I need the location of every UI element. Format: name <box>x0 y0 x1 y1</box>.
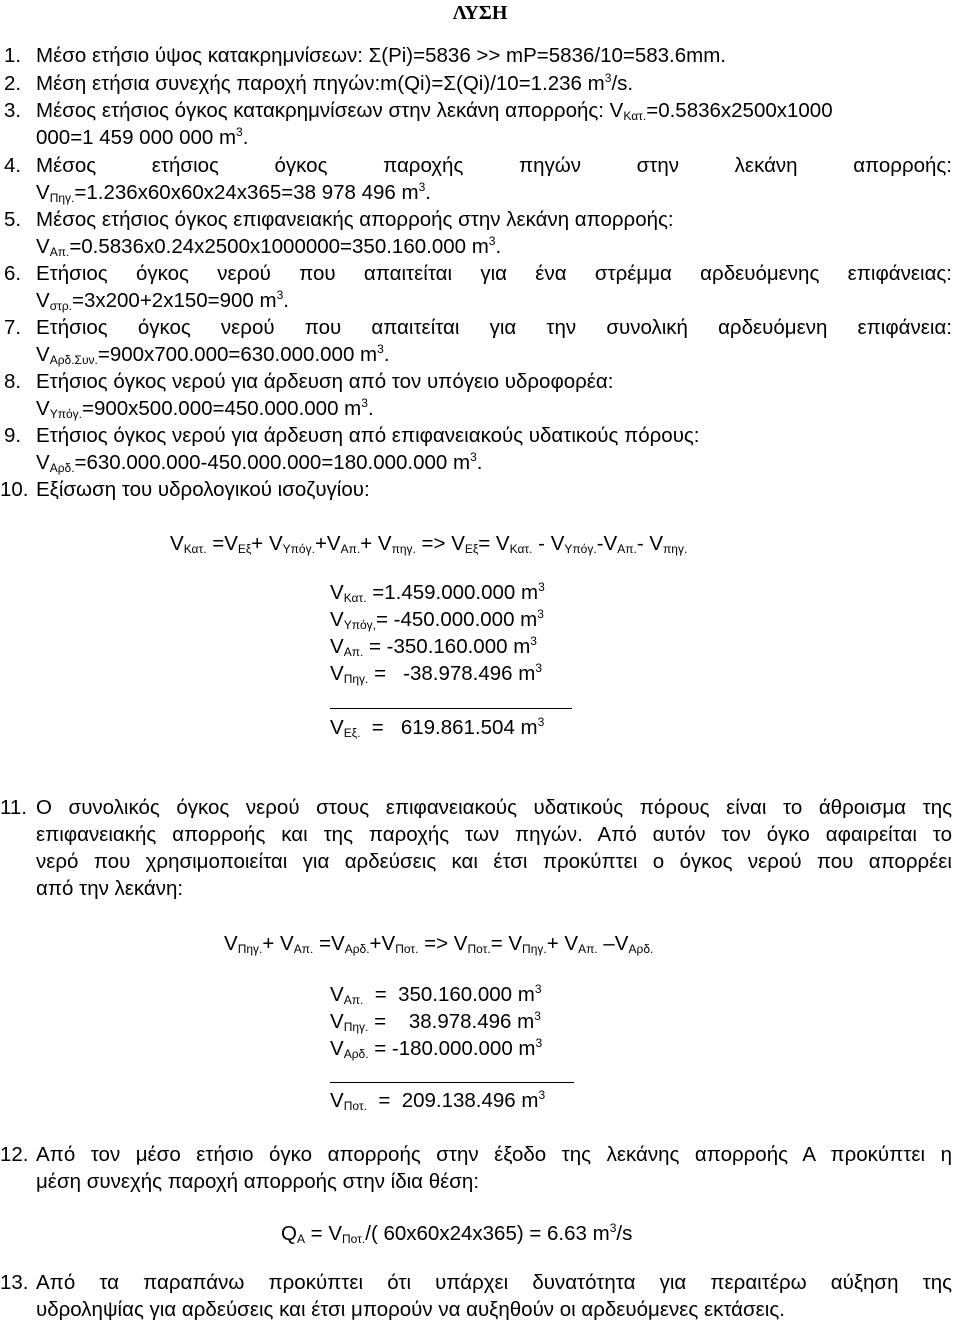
result-line: $V_{\Pi o\tau.} = 209.138.496$ $m^3$ <box>330 1088 546 1113</box>
item-number: 11. <box>0 796 27 819</box>
item-number: 1. <box>4 44 22 67</box>
item-text-line: υδροληψίας για αρδεύσεις και έτσι μπορούν να αυξηθούν οι αρδευόμενες εκτάσεις. <box>36 1298 785 1321</box>
value-line: $V_{\Upsilon\pi ό\gamma,}= -450.000.000$ $m^3$ <box>330 607 544 632</box>
sum-divider <box>330 708 572 709</box>
item-text-line: Ο συνολικός όγκος νερού στους επιφανειακούς υδατικούς πόρους είναι το άθροισμα της <box>36 796 952 819</box>
item-text-line: νερό που χρησιμοποιείται για αρδεύσεις και έτσι προκύπτει ο όγκος νερού που απορρέει <box>36 850 952 873</box>
item-text-line: Ετήσιος όγκος νερού για άρδευση από τον υπόγειο υδροφορέα: <box>36 370 614 393</box>
item-number: 4. <box>4 154 22 177</box>
item-text-line: 000=1 459 000 000 $m^3$. <box>36 125 249 149</box>
value-line: $V_{\Pi\eta\gamma.}$ = 38.978.496 $m^3$ <box>330 1009 541 1034</box>
item-text-line: $V_{A\rho\delta.}=630.000.000-450.000.000=180.000.000$ $m^3$. <box>36 450 483 475</box>
item-text-line: $V_{A\rho\delta.\Sigma\upsilon\nu.}=900x700.000=630.000.000$ $m^3$. <box>36 342 390 367</box>
item-text-line: Ετήσιος όγκος νερού που απαιτείται για ένα στρέμμα αρδευόμενης επιφάνειας: <box>36 262 952 285</box>
surface-equation: $V_{\Pi\eta\gamma.}+ V_{A\pi.} =V_{A\rho\delta.}+V_{\Pi o\tau.} => V_{\Pi o\tau.}= V_{\Pi\eta\gamma.}+ V_{A\pi.}$ $-V_{A\rho\delta.}$ <box>224 932 654 956</box>
item-text: Μέσο ετήσιο ύψος κατακρημνίσεων: Σ(Pi)=5836 >> mP=5836/10=583.6mm. <box>36 44 726 67</box>
result-line: $V_{E\xi.} = 619.861.504$ $m^3$ <box>330 715 545 740</box>
item-number: 12. <box>0 1143 29 1166</box>
value-line: $V_{A\pi.} = 350.160.000$ $m^3$ <box>330 982 542 1007</box>
item-text-line: Από τα παραπάνω προκύπτει ότι υπάρχει δυνατότητα για περαιτέρω αύξηση της <box>36 1271 952 1294</box>
sum-divider <box>330 1082 574 1083</box>
item-text-line: Μέσος ετήσιος όγκος επιφανειακής απορροής στην λεκάνη απορροής: <box>36 208 674 231</box>
value-line: $V_{K\alpha\tau.} =1.459.000.000$ $m^3$ <box>330 580 545 605</box>
item-text-line: $V_{\Upsilon\pi ό\gamma.}=900x500.000=450.000.000$ $m^3$. <box>36 396 374 421</box>
item-text-line: Μέσος ετήσιος όγκος κατακρημνίσεων στην λεκάνη απορροής: $V_{K\alpha\tau.}=0.5836x2500x1000$ <box>36 99 833 123</box>
page-title: ΛΥΣΗ <box>452 2 508 24</box>
item-text-line: επιφανειακής απορροής και της παροχής των πηγών. Από αυτόν τον όγκο αφαιρείται το <box>36 823 952 846</box>
balance-equation: $V_{K\alpha\tau.} =V_{E\xi}+ V_{\Upsilon\pi ό\gamma.}+V_{A\pi.}+ V_{\pi\eta\gamma.} => V_{E\xi}= V_{K\alpha\tau.} - V_{\Upsilon\pi ό\gamma.}-V_{A\pi.}-$ $V_{\pi\eta\gamma.}$ <box>170 532 688 556</box>
item-text-line: $V_{\Pi\eta\gamma.}=1.236x60x60x24x365=38$ 978 496 $m^3$. <box>36 180 431 205</box>
item-number: 6. <box>4 262 22 285</box>
item-number: 5. <box>4 208 22 231</box>
item-number: 2. <box>4 72 22 95</box>
item-number: 8. <box>4 370 22 393</box>
item-text-line: από την λεκάνη: <box>36 877 184 900</box>
item-number: 10. <box>0 478 29 501</box>
item-number: 7. <box>4 316 22 339</box>
item-text: Μέση ετήσια συνεχής παροχή πηγών:m(Qi)=Σ(Qi)/10=1.236 $m^3/s$. <box>36 71 634 95</box>
value-line: $V_{A\pi.} = -350.160.000$ $m^3$ <box>330 634 537 659</box>
item-number: 9. <box>4 424 22 447</box>
item-text-line: Μέσος ετήσιος όγκος παροχής πηγών στην λεκάνη απορροής: <box>36 154 952 177</box>
item-text-line: $V_{\sigma\tau\rho.}=3x200+2x150=900$ $m^3$. <box>36 288 289 313</box>
flow-equation: $Q_A = V_{\Pi o\tau.}/$( 60x60x24x365) = 6.63 $m^3/s$ <box>281 1221 633 1246</box>
item-text-line: $V_{A\pi.}=0.5836x0.24x2500x1000000=350.160.000$ $m^3$. <box>36 234 502 259</box>
item-number: 3. <box>4 99 22 122</box>
item-number: 13. <box>0 1271 29 1294</box>
item-text-line: μέση συνεχής παροχή απορροής στην ίδια θέση: <box>36 1170 480 1193</box>
item-text: Εξίσωση του υδρολογικού ισοζυγίου: <box>36 478 370 501</box>
item-text-line: Από τον μέσο ετήσιο όγκο απορροής στην έξοδο της λεκάνης απορροής Α προκύπτει η <box>36 1143 952 1166</box>
value-line: $V_{A\rho\delta.} = -180.000.000$ $m^3$ <box>330 1036 543 1061</box>
item-text-line: Ετήσιος όγκος νερού που απαιτείται για την συνολική αρδευόμενη επιφάνεια: <box>36 316 952 339</box>
item-text-line: Ετήσιος όγκος νερού για άρδευση από επιφανειακούς υδατικούς πόρους: <box>36 424 700 447</box>
value-line: $V_{\Pi\eta\gamma.} = -38.978.496$ $m^3$ <box>330 661 543 686</box>
